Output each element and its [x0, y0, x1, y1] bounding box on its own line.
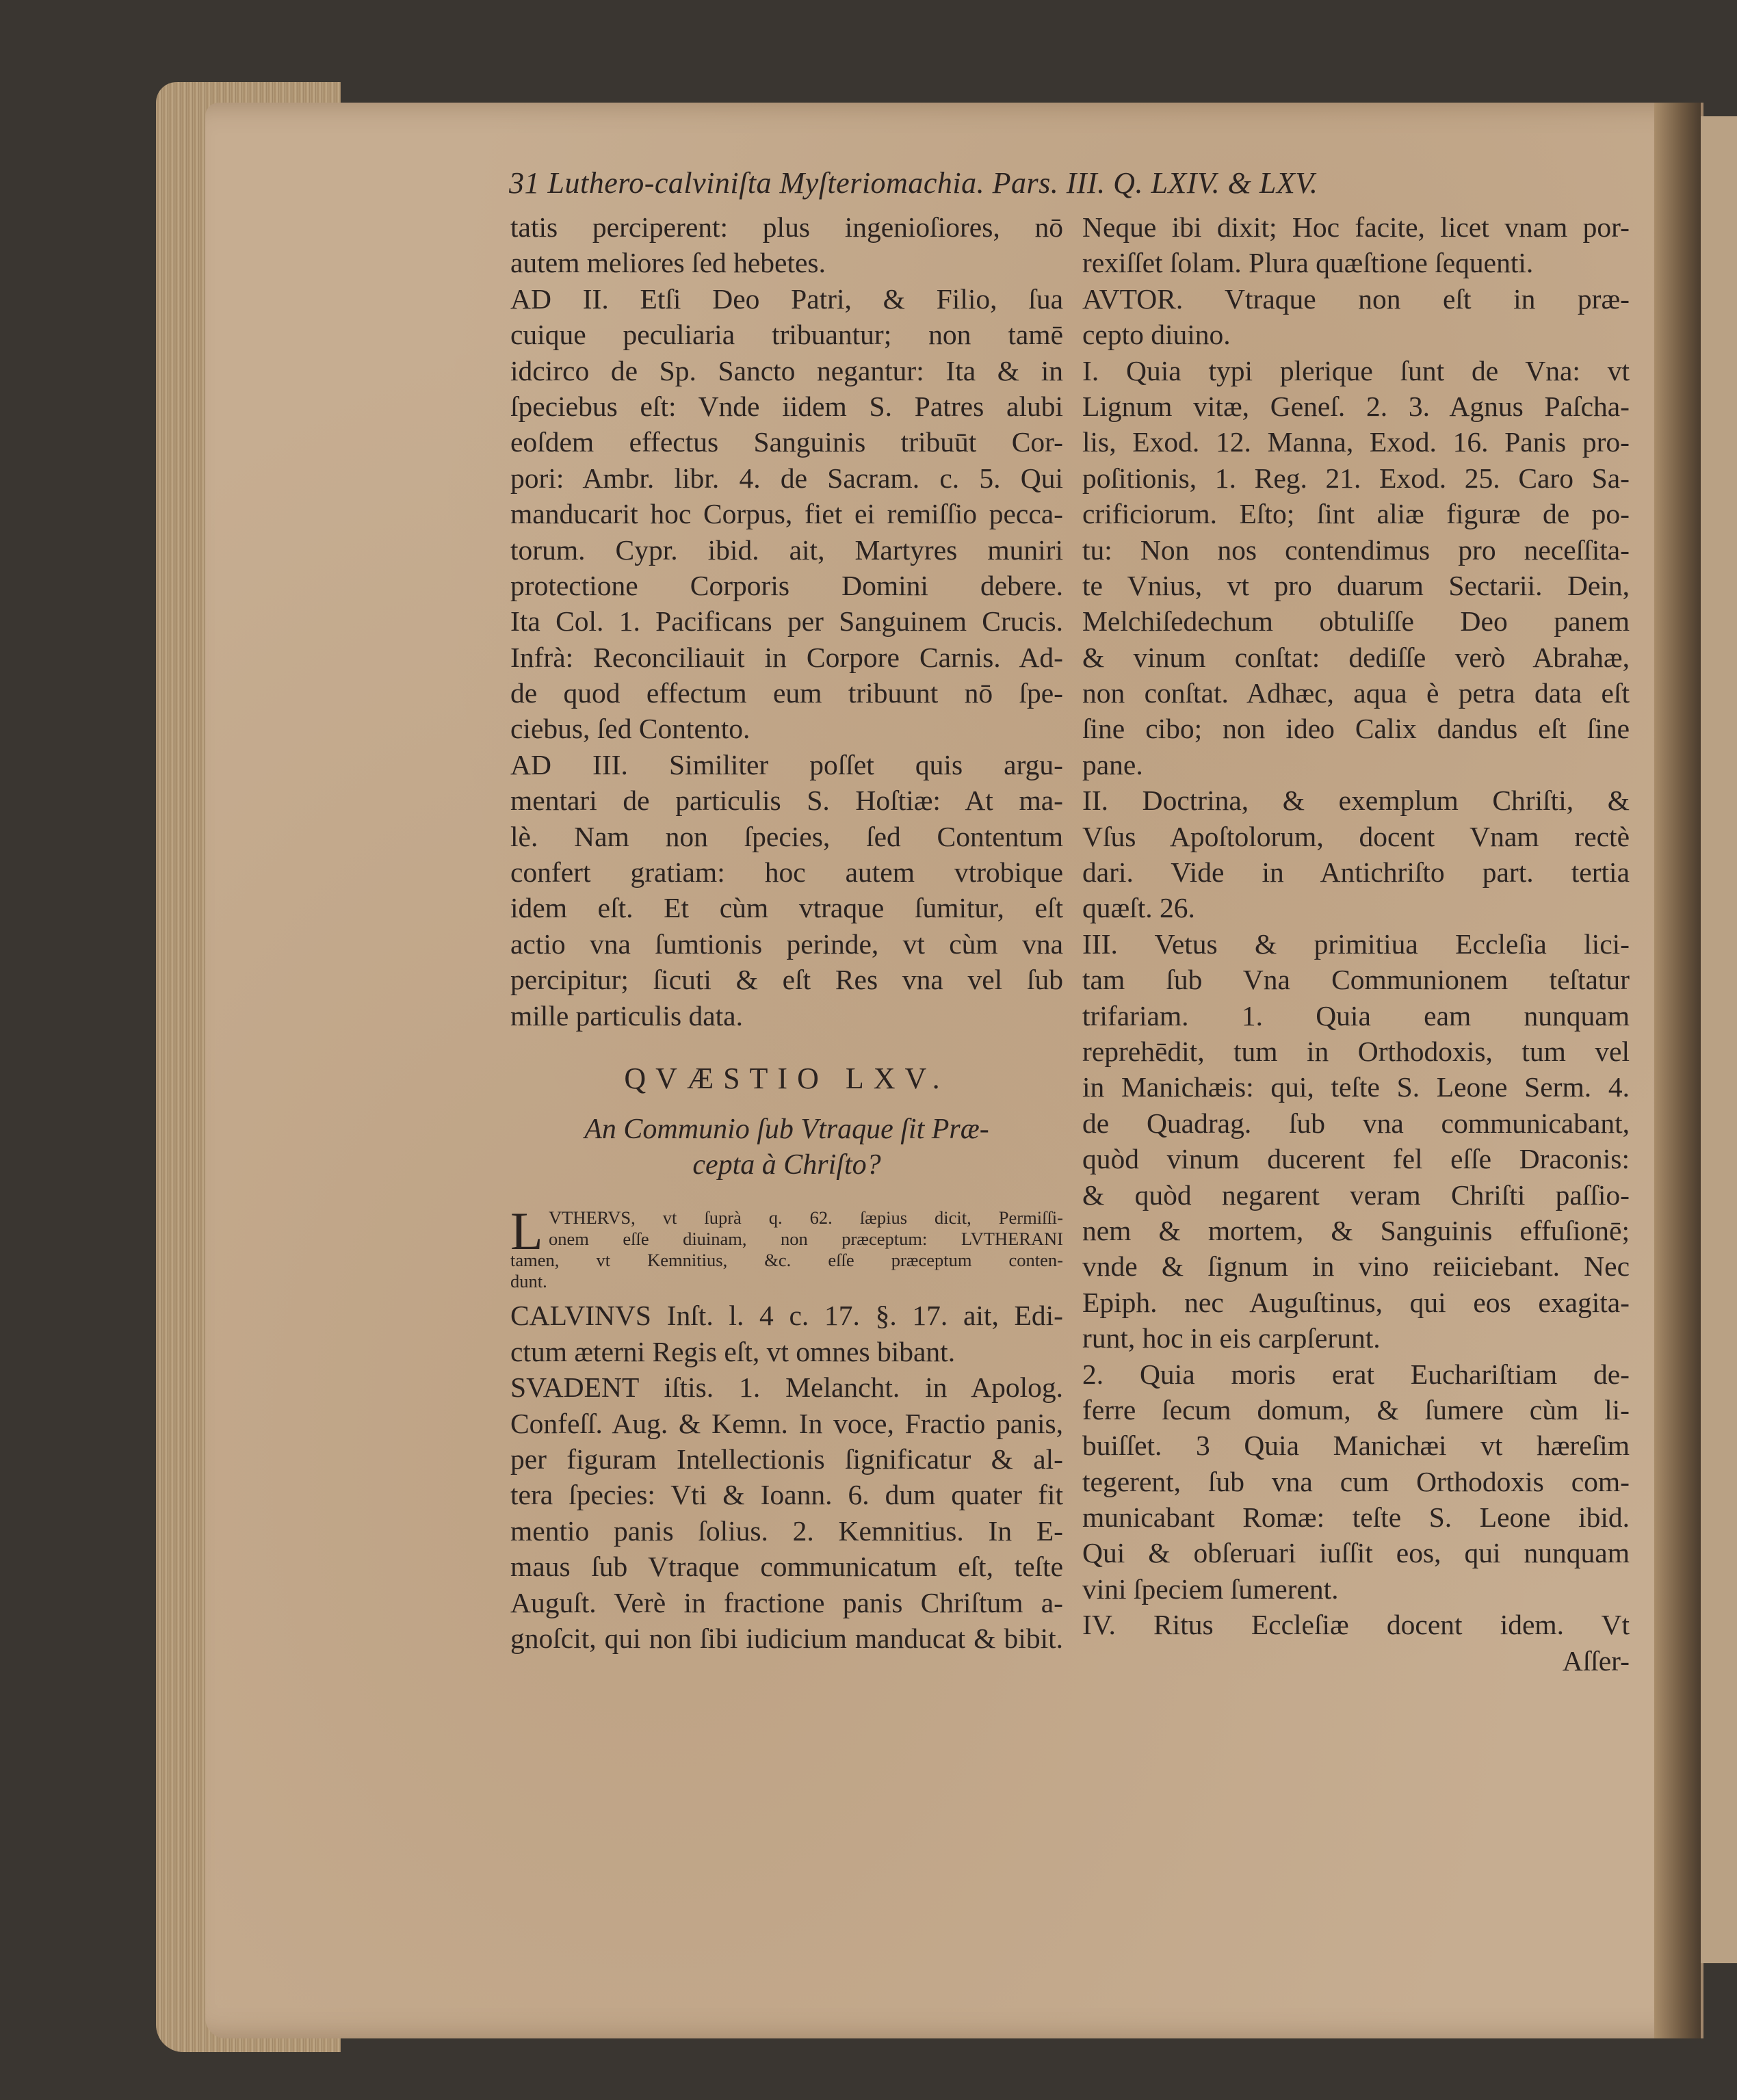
- text-line: & quòd negarent veram Chriſti paſſio-: [1082, 1179, 1630, 1211]
- text-line: per figuram Intellectionis ſignificatur & al-: [510, 1443, 1063, 1475]
- text-line: II. Doctrina, & exemplum Chriſti, &: [1082, 785, 1630, 817]
- text-line: buiſſet. 3 Quia Manichæi vt hæreſim: [1082, 1430, 1630, 1462]
- book-gutter: [1654, 103, 1701, 2038]
- text-line: pane.: [1082, 748, 1143, 780]
- text-line: nem & mortem, & Sanguinis effuſionē;: [1082, 1214, 1630, 1246]
- text-line: tera ſpecies: Vti & Ioann. 6. dum quater fit: [510, 1479, 1063, 1511]
- text-line: cepto diuino.: [1082, 319, 1231, 351]
- text-line: lis, Exod. 12. Manna, Exod. 16. Panis pro-: [1082, 426, 1630, 458]
- right-column: [1082, 209, 1630, 1679]
- text-line: vini ſpeciem ſumerent.: [1082, 1573, 1339, 1605]
- text-line: AD II. Etſi Deo Patri, & Filio, ſua: [510, 283, 1063, 315]
- left-text-block-a: [510, 209, 1063, 1034]
- text-line: mentio panis ſolius. 2. Kemnitius. In E-: [510, 1514, 1063, 1547]
- text-line: autem meliores ſed hebetes.: [510, 247, 826, 279]
- text-line: ferre ſecum domum, & ſumere cùm li-: [1082, 1393, 1630, 1426]
- question-subhead-line-2: cepta à Chriſto?: [692, 1149, 881, 1181]
- text-line: Ita Col. 1. Pacificans per Sanguinem Crucis.: [510, 605, 1063, 638]
- text-line: mille particulis data.: [510, 999, 743, 1032]
- text-line: torum. Cypr. ibid. ait, Martyres muniri: [510, 534, 1063, 566]
- text-line: Lignum vitæ, Geneſ. 2. 3. Agnus Paſcha-: [1082, 390, 1630, 422]
- text-line: ſpeciebus eſt: Vnde iidem S. Patres alubi: [510, 390, 1063, 422]
- text-line: rexiſſet ſolam. Plura quæſtione ſequenti.: [1082, 247, 1534, 279]
- text-line: crificiorum. Eſto; ſint aliæ figuræ de po-: [1082, 498, 1630, 530]
- text-line: IV. Ritus Eccleſiæ docent idem. Vt: [1082, 1609, 1630, 1641]
- text-line: CALVINVS Inſt. l. 4 c. 17. §. 17. ait, Edi-: [510, 1300, 1063, 1332]
- text-line: quæſt. 26.: [1082, 892, 1195, 924]
- text-line: AD III. Similiter poſſet quis argu-: [510, 748, 1063, 780]
- text-line: tu: Non nos contendimus pro neceſſita-: [1082, 534, 1630, 566]
- text-line: manducarit hoc Corpus, fiet ei remiſſio pecca-: [510, 498, 1063, 530]
- text-line: municabant Romæ: teſte S. Leone ibid.: [1082, 1501, 1630, 1534]
- left-text-block-b: [510, 1298, 1063, 1656]
- text-line: tatis perciperent: plus ingenioſiores, nō: [510, 211, 1063, 243]
- text-line: protectione Corporis Domini debere.: [510, 569, 1063, 601]
- small-text-line: VTHERVS, vt ſuprà q. 62. ſæpius dicit, Permiſſi-: [549, 1207, 1063, 1229]
- text-line: confert gratiam: hoc autem vtrobique: [510, 856, 1063, 889]
- text-line: idcirco de Sp. Sancto negantur: Ita & in: [510, 354, 1063, 386]
- text-line: poſitionis, 1. Reg. 21. Exod. 25. Caro Sa-: [1082, 462, 1630, 494]
- small-print-block: [510, 1201, 1063, 1292]
- text-line: lè. Nam non ſpecies, ſed Contentum: [510, 820, 1063, 852]
- text-line: Vſus Apoſtolorum, docent Vnam rectè: [1082, 820, 1630, 852]
- question-subhead-line-1: An Communio ſub Vtraque ſit Præ-: [584, 1114, 989, 1146]
- drop-cap: L: [510, 1201, 543, 1261]
- text-line: te Vnius, vt pro duarum Sectarii. Dein,: [1082, 569, 1630, 601]
- small-text-line: tamen, vt Kemnitius, &c. eſſe præceptum conten-: [510, 1250, 1063, 1271]
- text-line: 2. Quia moris erat Euchariſtiam de-: [1082, 1358, 1630, 1390]
- text-line: de quod effectum eum tribuunt nō ſpe-: [510, 677, 1063, 709]
- text-line: tam ſub Vna Communionem teſtatur: [1082, 964, 1630, 996]
- text-line: Qui & obſeruari iuſſit eos, qui nunquam: [1082, 1537, 1630, 1569]
- text-line: non conſtat. Adhæc, aqua è petra data eſt: [1082, 677, 1630, 709]
- text-line: Auguſt. Verè in fractione panis Chriſtum a-: [510, 1586, 1063, 1618]
- facing-page-edge: [1701, 116, 1737, 1963]
- text-line: ſine cibo; non ideo Calix dandus eſt ſine: [1082, 713, 1630, 745]
- text-line: SVADENT iſtis. 1. Melancht. in Apolog.: [510, 1371, 1063, 1404]
- running-head: 31 Luthero-calviniſta Myſteriomachia. Pars. III. Q. LXIV. & LXV.: [509, 166, 1318, 200]
- text-line: tegerent, ſub vna cum Orthodoxis com-: [1082, 1465, 1630, 1497]
- text-line: gnoſcit, qui non ſibi iudicium manducat & bibit.: [510, 1622, 1063, 1654]
- text-line: eoſdem effectus Sanguinis tribuūt Cor-: [510, 426, 1063, 458]
- text-line: reprehēdit, tum in Orthodoxis, tum vel: [1082, 1035, 1630, 1067]
- text-line: & vinum conſtat: dediſſe verò Abrahæ,: [1082, 641, 1630, 673]
- text-line: AVTOR. Vtraque non eſt in præ-: [1082, 283, 1630, 315]
- text-line: idem eſt. Et cùm vtraque ſumitur, eſt: [510, 892, 1063, 924]
- text-line: Melchiſedechum obtuliſſe Deo panem: [1082, 605, 1630, 638]
- text-line: percipitur; ſicuti & eſt Res vna vel ſub: [510, 964, 1063, 996]
- text-line: maus ſub Vtraque communicatum eſt, teſte: [510, 1551, 1063, 1583]
- text-line: III. Vetus & primitiua Eccleſia lici-: [1082, 928, 1630, 960]
- small-text-line: onem eſſe diuinam, non præceptum: LVTHERANI: [549, 1229, 1063, 1250]
- text-line: runt, hoc in eis carpſerunt.: [1082, 1322, 1381, 1354]
- left-column: [510, 209, 1063, 1656]
- text-line: Neque ibi dixit; Hoc facite, licet vnam por-: [1082, 211, 1630, 243]
- text-line: actio vna ſumtionis perinde, vt cùm vna: [510, 928, 1063, 960]
- text-line: mentari de particulis S. Hoſtiæ: At ma-: [510, 785, 1063, 817]
- text-line: ctum æterni Regis eſt, vt omnes bibant.: [510, 1335, 956, 1367]
- small-print-lines: [510, 1201, 1063, 1292]
- small-text-line: dunt.: [510, 1271, 547, 1292]
- text-line: pori: Ambr. libr. 4. de Sacram. c. 5. Qui: [510, 462, 1063, 494]
- text-line: in Manichæis: qui, teſte S. Leone Serm. 4.: [1082, 1071, 1630, 1103]
- text-line: dari. Vide in Antichriſto part. tertia: [1082, 856, 1630, 889]
- text-line: de Quadrag. ſub vna communicabant,: [1082, 1107, 1630, 1139]
- text-line: ciebus, ſed Contento.: [510, 713, 750, 745]
- text-line: quòd vinum ducerent fel eſſe Draconis:: [1082, 1143, 1630, 1175]
- text-line: Infrà: Reconciliauit in Corpore Carnis. Ad-: [510, 641, 1063, 673]
- text-line: trifariam. 1. Quia eam nunquam: [1082, 999, 1630, 1032]
- text-line: vnde & ſignum in vino reiiciebant. Nec: [1082, 1250, 1630, 1283]
- text-line: Confeſſ. Aug. & Kemn. In voce, Fractio panis,: [510, 1407, 1063, 1439]
- text-line: cuique peculiaria tribuantur; non tamē: [510, 319, 1063, 351]
- right-text-lines: [1082, 209, 1630, 1643]
- text-line: Epiph. nec Auguſtinus, qui eos exagita-: [1082, 1286, 1630, 1318]
- catchword: Aſſer-: [1562, 1644, 1630, 1677]
- text-line: I. Quia typi plerique ſunt de Vna: vt: [1082, 354, 1630, 386]
- question-heading: QVÆSTIO LXV.: [624, 1061, 950, 1095]
